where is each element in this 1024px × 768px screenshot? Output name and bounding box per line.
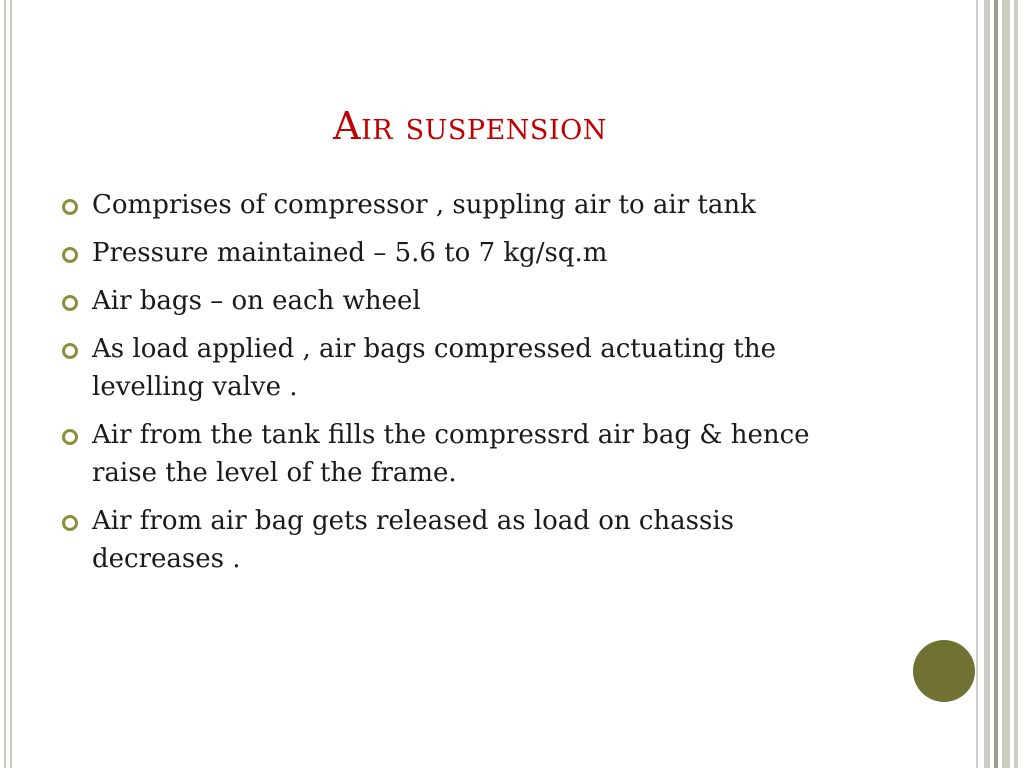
bullet-icon [62, 343, 78, 359]
list-item [62, 234, 862, 272]
list-item [62, 186, 862, 224]
bullet-icon [62, 199, 78, 215]
frame-bar [1002, 0, 1010, 768]
frame-bar [994, 0, 998, 768]
list-item-text: Pressure maintained – 5.6 to 7 kg/sq.m [92, 238, 608, 268]
list-item-text: Air from the tank fills the compressrd air bag & hence raise the level of the frame. [92, 420, 810, 488]
frame-line [976, 0, 978, 768]
frame-bar [1014, 0, 1018, 768]
bullet-icon [62, 295, 78, 311]
list-item-text: As load applied , air bags compressed actuating the levelling valve . [92, 334, 776, 402]
list-item [62, 330, 862, 406]
right-frame-decoration [974, 0, 1024, 768]
bullet-icon [62, 515, 78, 531]
list-item-text: Air from air bag gets released as load on chassis decreases . [92, 506, 735, 574]
list-item-text: Air bags – on each wheel [92, 286, 421, 316]
frame-bar [984, 0, 990, 768]
list-item [62, 416, 862, 492]
bullet-list [62, 186, 862, 588]
list-item [62, 502, 862, 578]
bullet-icon [62, 429, 78, 445]
bullet-icon [62, 247, 78, 263]
list-item-text: Comprises of compressor , suppling air to air tank [92, 190, 756, 220]
list-item [62, 282, 862, 320]
decorative-circle-icon [913, 640, 975, 702]
slide-title: Air suspension [333, 104, 607, 148]
